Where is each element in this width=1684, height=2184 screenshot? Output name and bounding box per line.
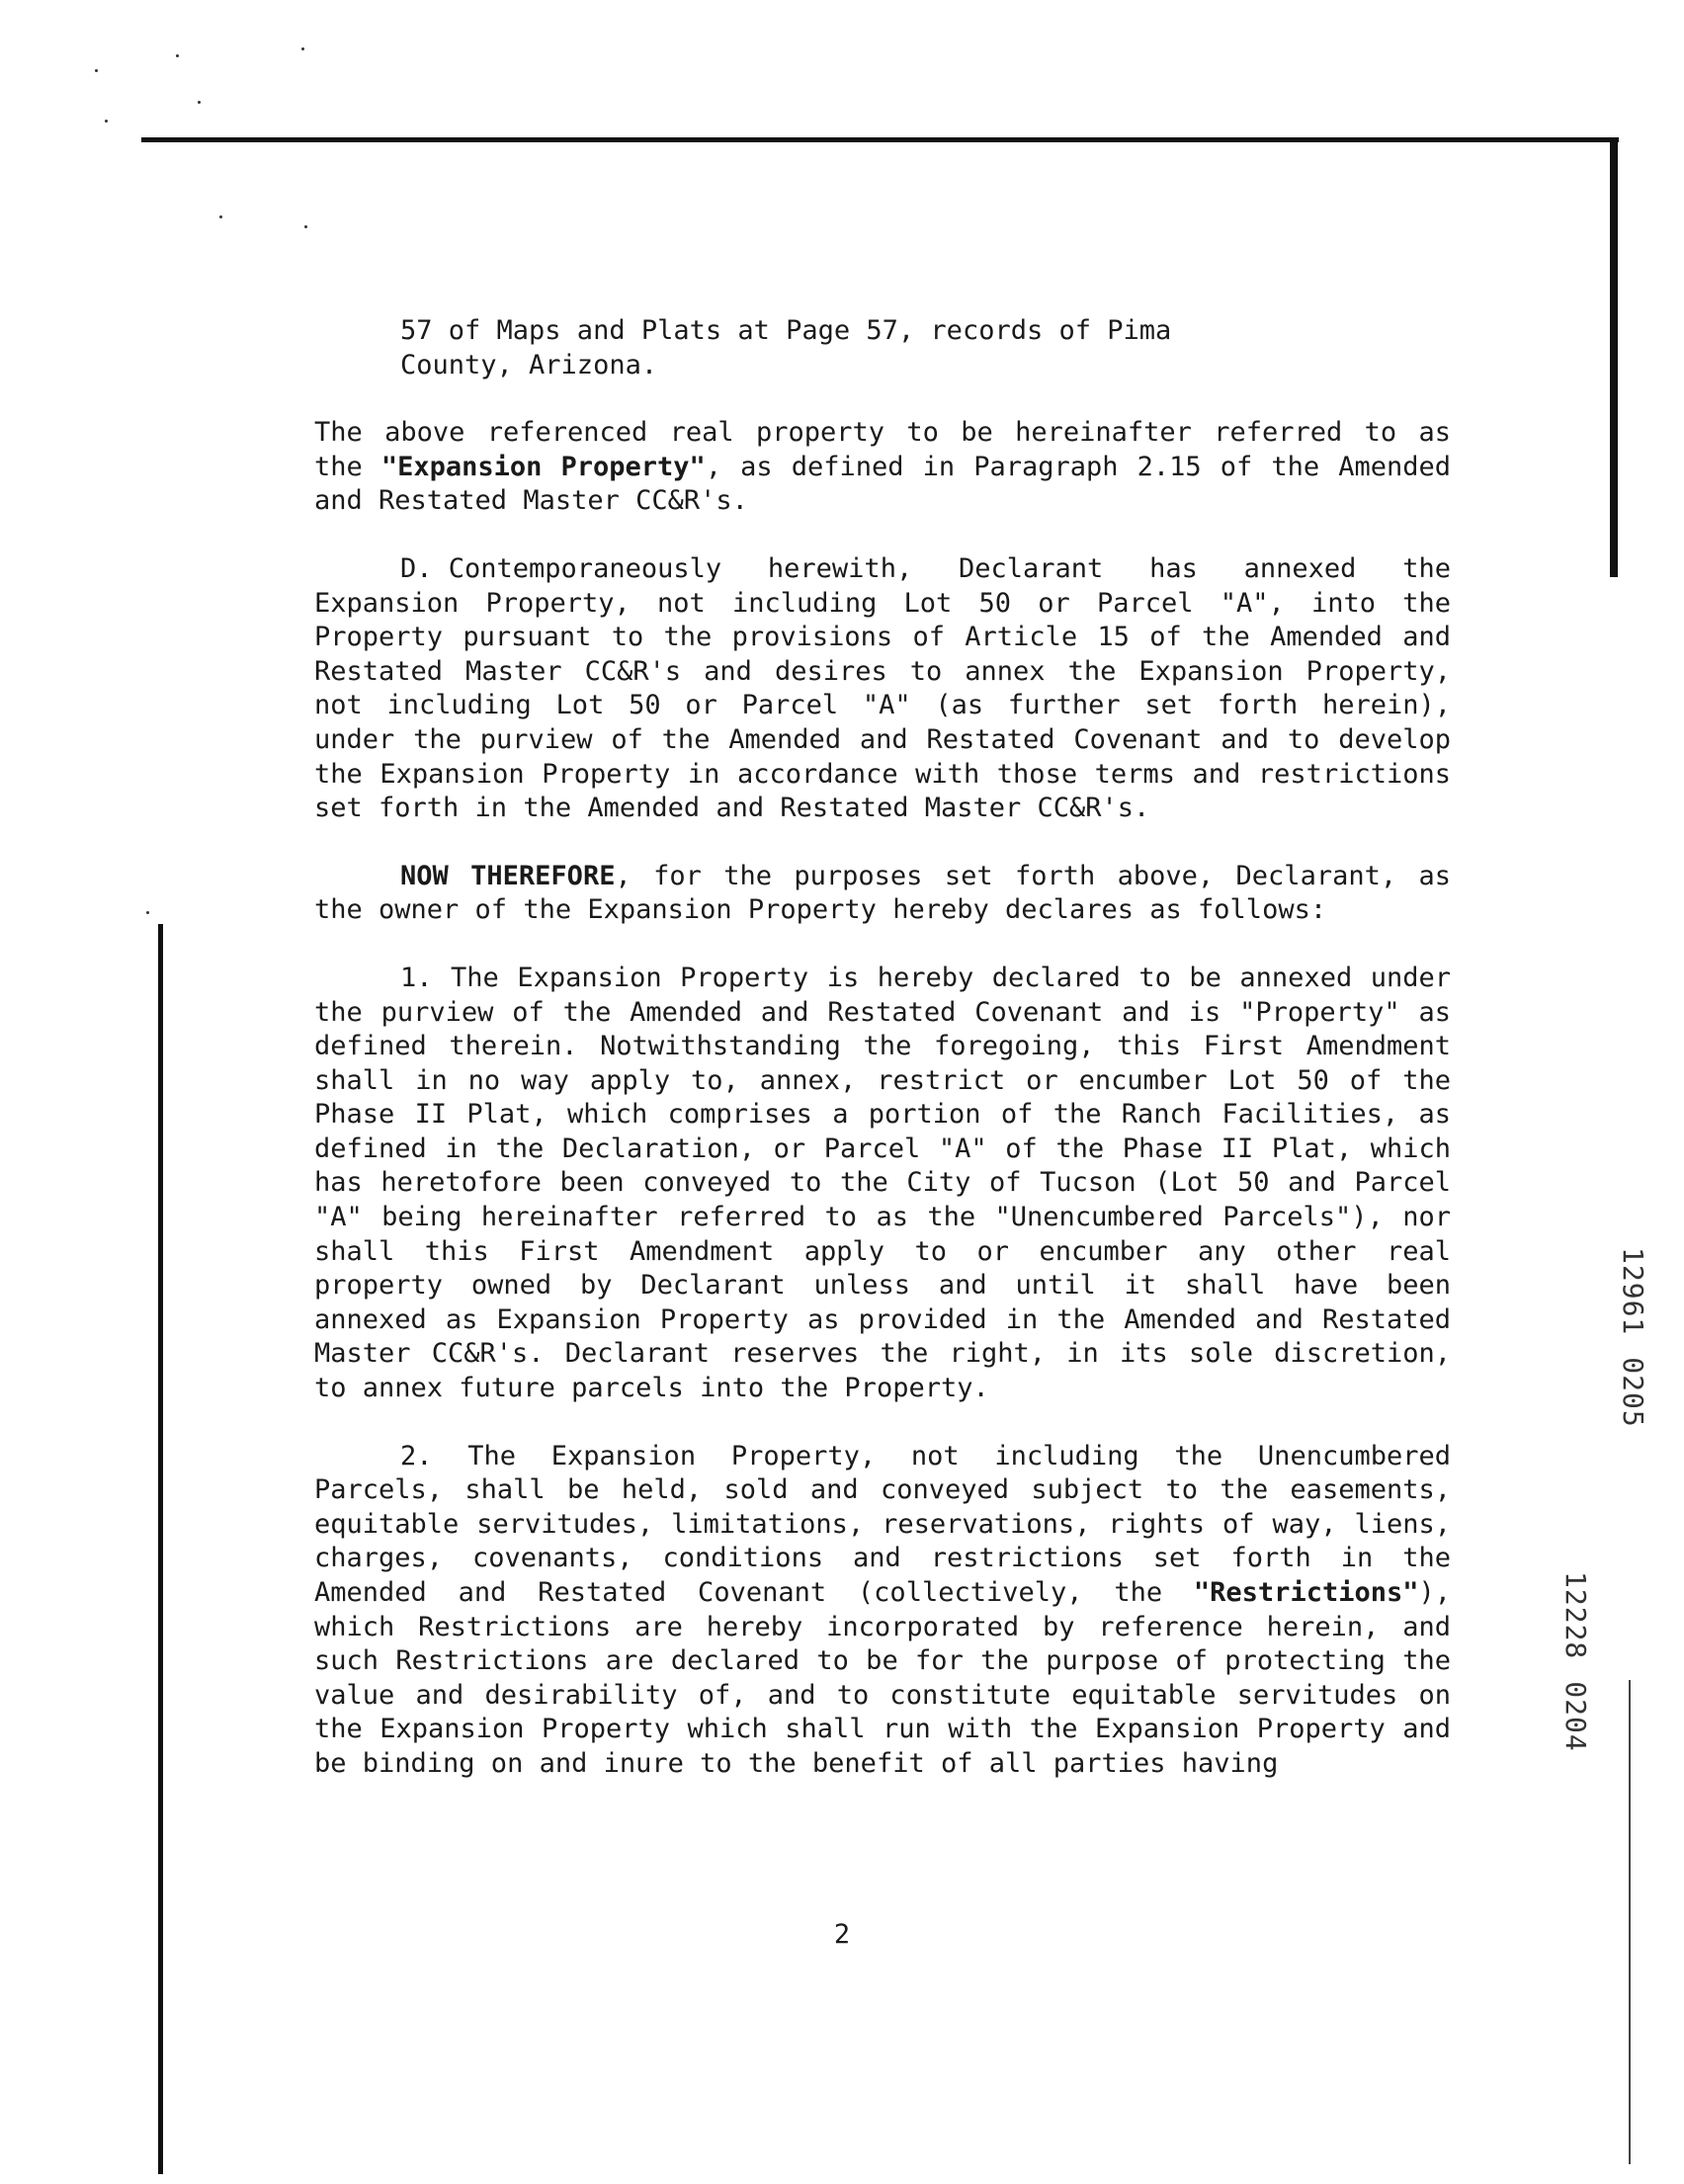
right-border-rule (1610, 137, 1618, 577)
text-line: County, Arizona. (400, 349, 658, 380)
top-border-rule (141, 137, 1619, 142)
text-run: 1. The Expansion Property is hereby declared to be annexed under the purview of the Amended and Restated Covenant and is "Property" as defined therein. Notwithstanding the foregoing, this First Amendment shall in no way apply to, annex, restrict or encumber Lot 50 of the Phase II Plat, which comprises a portion of the Ranch Facilities, as defined in the Declaration, or Parcel "A" of the Phase II Plat, which has heretofore been conveyed to the City of Tucson (Lot 50 and Parcel "A" being hereinafter referred to as the "Unencumbered Parcels"), nor shall this First Amendment apply to or encumber any other real property owned by Declarant unless and until it shall have been annexed as Expansion Property as provided in the Amended and Restated Master CC&R's. Declarant reserves the right, in its sole discretion, to annex future parcels into the Property. (314, 962, 1451, 1404)
paragraph-maps-plats (314, 314, 1451, 382)
paragraph-expansion-property (314, 416, 1451, 519)
paragraph-section-2 (314, 1440, 1451, 1782)
scan-speck (198, 101, 201, 104)
text-run: , for the purposes set forth above, Declarant, as the owner of the Expansion Property hereby declares as follows: (314, 860, 1451, 926)
text-run: , as defined in Paragraph 2.15 of the Amended and Restated Master CC&R's. (314, 451, 1451, 517)
text-line: 57 of Maps and Plats at Page 57, records of Pima (400, 315, 1172, 346)
document-body (314, 314, 1451, 1815)
scan-speck (176, 54, 179, 57)
left-border-rule (158, 924, 163, 2174)
text-run: 2. The Expansion Property, not including the Unencumbered Parcels, shall be held, sold and conveyed subject to the easements, equitable servitudes, limitations, reservations, rights of way, liens, charges, covenants, conditions and restrictions set forth in the Amended and Restated Covenant (collectively, the (314, 1440, 1451, 1608)
defined-term-restrictions: "Restrictions" (1193, 1577, 1419, 1608)
paragraph-section-1 (314, 962, 1451, 1406)
scan-speck (95, 69, 98, 72)
stamp-page: 0204 (1559, 1681, 1592, 1752)
scan-speck (301, 47, 304, 50)
text-run: The above referenced real property to be hereinafter referred to as the (314, 417, 1451, 482)
recording-stamp-2 (1559, 1571, 1592, 1752)
scan-speck (105, 120, 108, 123)
heading-now-therefore: NOW THEREFORE (400, 860, 616, 891)
stamp-book: 12228 (1559, 1571, 1592, 1660)
text-run: ), which Restrictions are hereby incorporated by reference herein, and such Restrictions are declared to be for the purpose of protecting the value and desirability of, and to constitute equitable servitudes on the Expansion Property which shall run with the Expansion Property and be binding on and inure to the benefit of all parties having (314, 1577, 1451, 1779)
page-number: 2 (833, 1919, 851, 1950)
scan-speck (304, 225, 307, 228)
scan-speck (146, 911, 149, 914)
text-run: D. Contemporaneously herewith, Declarant has annexed the Expansion Property, not including Lot 50 or Parcel "A", into the Property pursuant to the provisions of Article 15 of the Amended and Restated Master CC&R's and desires to annex the Expansion Property, not including Lot 50 or Parcel "A" (as further set forth herein), under the purview of the Amended and Restated Covenant and to develop the Expansion Property in accordance with those terms and restrictions set forth in the Amended and Restated Master CC&R's. (314, 552, 1451, 824)
recording-stamp-1 (1617, 1247, 1649, 1428)
paragraph-recital-d (314, 552, 1451, 826)
stamp-book: 12961 (1617, 1247, 1649, 1336)
stamp-page: 0205 (1617, 1357, 1649, 1428)
defined-term-expansion-property: "Expansion Property" (380, 451, 706, 482)
paragraph-now-therefore (314, 860, 1451, 928)
scan-speck (219, 215, 222, 218)
